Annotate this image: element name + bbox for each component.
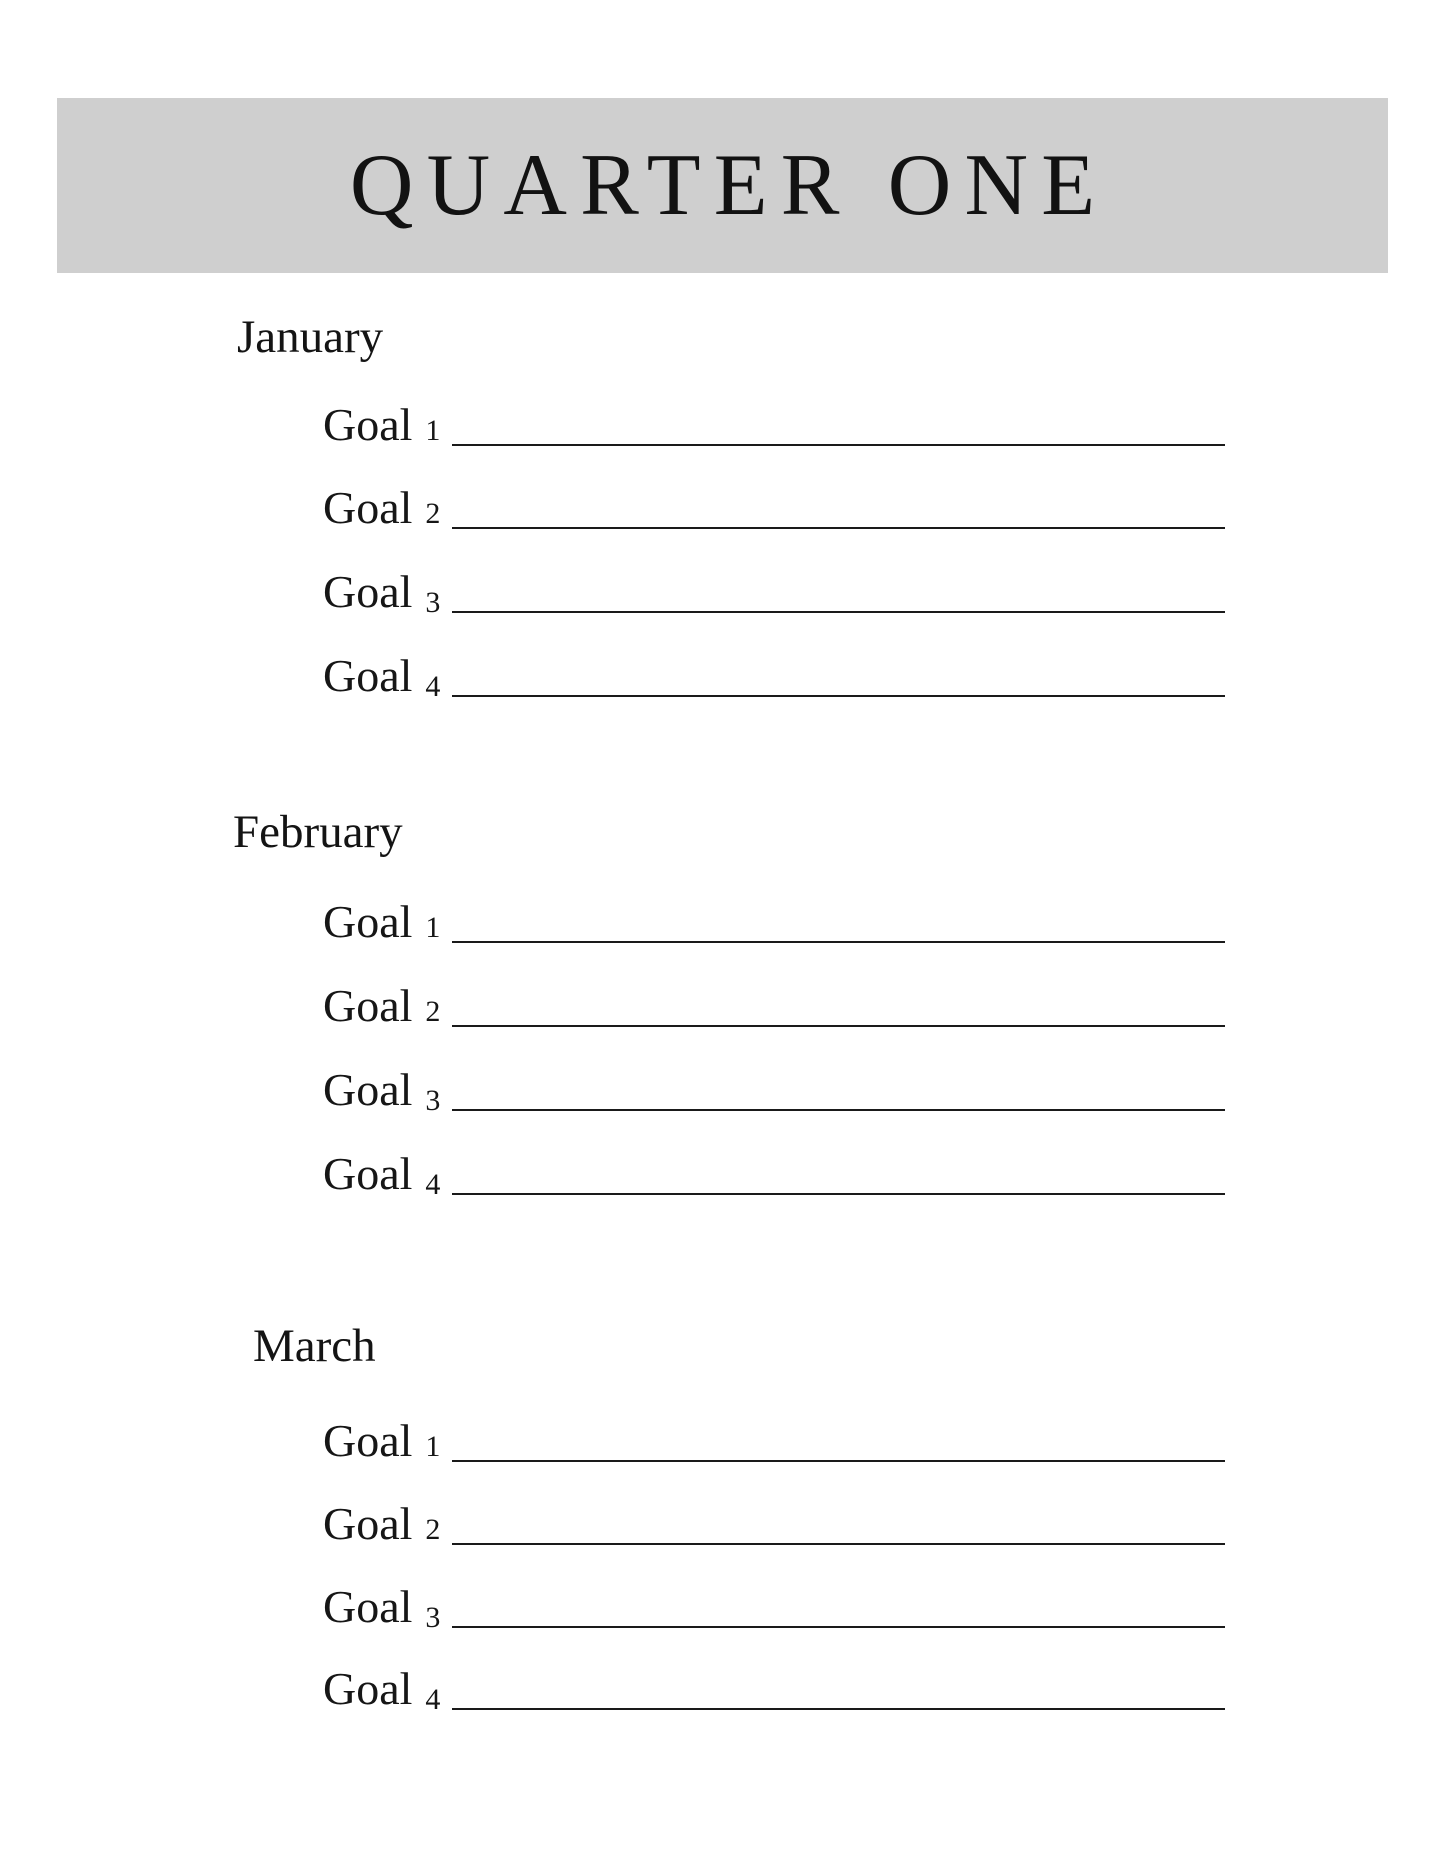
goal-line [452,1025,1225,1027]
goal-number: 2 [425,995,441,1028]
month-heading-january: January [237,311,384,363]
goal-number: 1 [425,414,441,447]
goal-label-text: Goal [323,650,413,701]
goal-label-text: Goal [323,980,413,1031]
goal-label [323,650,441,703]
goal-label [323,896,441,947]
goal-label [323,1064,441,1117]
goal-line [452,1626,1225,1628]
goal-number: 4 [425,670,441,703]
goal-line [452,1460,1225,1462]
page-title: QUARTER ONE [349,137,1109,234]
goal-label-text: Goal [323,1498,413,1549]
goal-number: 3 [425,586,441,619]
goal-label [323,1663,441,1716]
goal-line [452,1193,1225,1195]
goal-line [452,1708,1225,1710]
goal-label-text: Goal [323,482,413,533]
goal-line [452,695,1225,697]
goal-number: 1 [425,911,441,944]
goal-number: 2 [425,1513,441,1546]
month-heading-march: March [253,1320,376,1372]
goal-line [452,611,1225,613]
goal-line [452,1543,1225,1545]
goal-label [323,1148,441,1201]
goal-line [452,527,1225,529]
goal-number: 4 [425,1683,441,1716]
goal-line [452,444,1225,446]
goal-label-text: Goal [323,1663,413,1714]
goal-number: 3 [425,1601,441,1634]
goal-number: 4 [425,1168,441,1201]
goal-number: 2 [425,497,441,530]
goal-label [323,1415,441,1466]
goal-label [323,566,441,619]
goal-line [452,941,1225,943]
goal-number: 1 [425,1430,441,1463]
goal-label-text: Goal [323,1064,413,1115]
goal-label [323,980,441,1031]
goal-line [452,1109,1225,1111]
month-heading-february: February [233,806,403,858]
goal-label [323,1498,441,1549]
goal-label-text: Goal [323,1581,413,1632]
goal-number: 3 [425,1084,441,1117]
goal-label-text: Goal [323,1148,413,1199]
goal-label [323,482,441,533]
goal-label-text: Goal [323,1415,413,1466]
goal-label-text: Goal [323,896,413,947]
goal-label [323,399,441,450]
goal-label-text: Goal [323,399,413,450]
title-banner [57,98,1388,273]
goal-label-text: Goal [323,566,413,617]
goal-label [323,1581,441,1634]
